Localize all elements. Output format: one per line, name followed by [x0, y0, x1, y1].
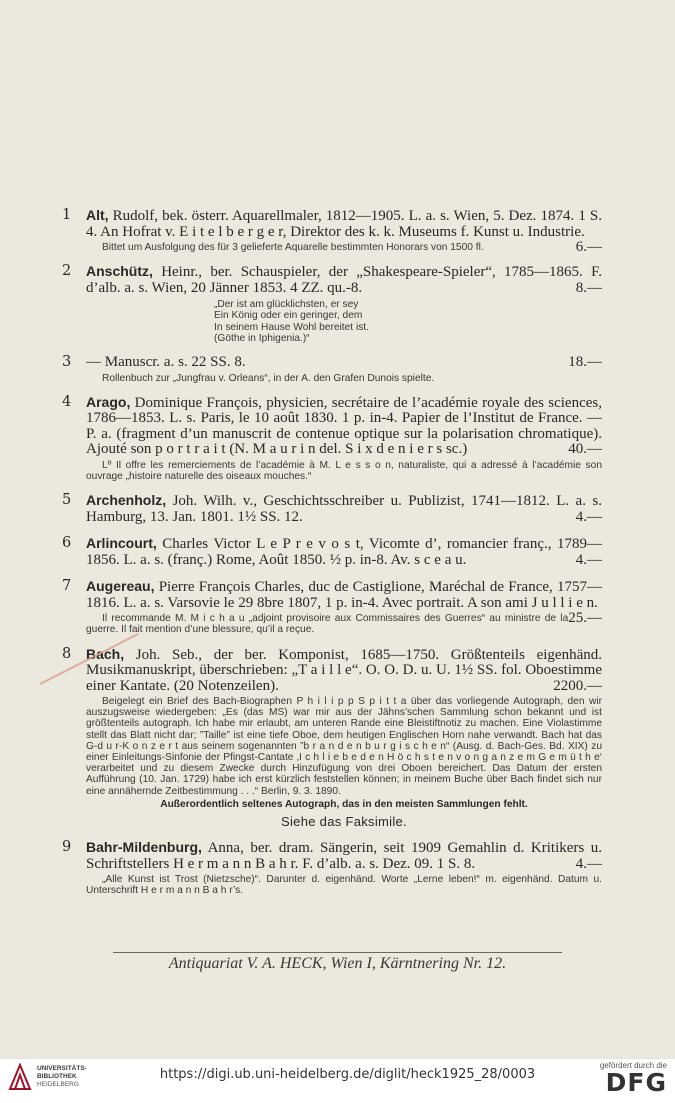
entry-text: Joh. Wilh. v., Geschichtsschreiber u. Publizist, 1741—1812. L. a. s. Hamburg, 13. Jan. 1801. 1½ SS. 12.: [86, 493, 602, 525]
document-url[interactable]: https://digi.ub.uni-heidelberg.de/diglit/heck1925_28/0003: [159, 1067, 536, 1082]
entry-name: Bach,: [86, 645, 125, 662]
footer-divider: [113, 952, 562, 953]
entry-number: 1: [62, 207, 72, 223]
page-footer: Antiquariat V. A. HECK, Wien I, Kärntnering Nr. 12.: [168, 955, 507, 972]
entry-quote: „Der ist am glücklichsten, er sey Ein König oder ein geringer, dem In seinem Hause Wohl bereitet ist. (Göthe in Iphigenia.)“: [214, 299, 369, 344]
entry-price: 25.—: [568, 610, 602, 627]
entry-text: Heinr., ber. Schauspieler, der „Shakespeare-Spieler“, 1785—1865. F. d’alb. a. s. Wien, 20 Jänner 1853. 4 ZZ. qu.-8.: [86, 264, 602, 296]
entry-text: Joh. Seb., der ber. Komponist, 1685—1750. Größtenteils eigenhänd. Musikmanuskript, überschrieben: „T a i l l e“. O. O. D. u. U. 1½ SS. fol. Oboestimme einer Kantate. (20 Notenzeilen).: [86, 646, 602, 694]
entry-number: 7: [62, 578, 72, 595]
library-logo[interactable]: [8, 1063, 87, 1091]
entry-number: 6: [62, 535, 72, 552]
entry-price: 4.—: [575, 508, 602, 525]
entry-note: Bittet um Ausfolgung des für 3 gelieferte Aquarelle bestimmten Honorars von 1500 fl.: [102, 242, 484, 253]
entry-price: 4.—: [575, 855, 602, 872]
catalog-entry: [62, 264, 602, 344]
entry-name: Alt,: [86, 207, 109, 223]
entry-note: Il recommande M. M i c h a u „adjoint provisoire aux Commissaires des Guerres“ au ministre de la guerre. Il fait mention d’une blessure, qu’il a reçue.: [86, 613, 569, 636]
entry-note: Lº Il offre les remerciements de l’académie à M. L e s s o n, naturaliste, qui a adressé à l’académie son ouvrage „histoire naturelle des oiseaux mouches.“: [86, 459, 602, 482]
catalog-entry: [62, 840, 602, 896]
entry-number: 9: [62, 839, 72, 856]
entry-name: Arago,: [86, 393, 131, 410]
library-name-line3: HEIDELBERG: [37, 1081, 79, 1088]
entry-number: 8: [62, 645, 72, 662]
dfg-wordmark: DFG: [605, 1068, 667, 1097]
dfg-logo[interactable]: [600, 1061, 667, 1096]
university-seal-icon: [8, 1063, 32, 1091]
entry-number: 4: [62, 393, 72, 410]
entry-name: Arlincourt,: [86, 535, 157, 552]
catalog-entry: [62, 647, 602, 830]
entry-price: 4.—: [575, 551, 602, 568]
entry-note: „Alle Kunst ist Trost (Nietzsche)“. Darunter d. eigenhänd. Worte „Lerne leben!“ m. eigenhänd. Datum u. Unterschrift H e r m a n n B a h r’s.: [86, 874, 602, 897]
entry-price: 8.—: [575, 279, 602, 296]
entry-text: Dominique François, physicien, secrétaire de l’académie royale des sciences, 1786—1853. L. s. Paris, le 10 août 1830. 1 p. in-4. Papier de l’Institut de France. — P. a. (fragment d’un manuscrit de contenue optique sur la polarisation chromatique). Ajouté son p o r t r a i t (N. M a u r i n del. S i x d e n i e r s sc.): [86, 394, 602, 458]
entry-number: 3: [62, 354, 72, 371]
library-name-line2: BIBLIOTHEK: [37, 1073, 77, 1080]
catalog-entry: [62, 208, 602, 253]
faksimile-reference: Siehe das Faksimile.: [281, 814, 407, 830]
entry-price: 18.—: [568, 354, 602, 371]
entry-name: Archenholz,: [86, 492, 167, 509]
entry-price: 6.—: [575, 239, 602, 255]
entry-number: 2: [62, 263, 72, 280]
catalog-entries: [62, 208, 602, 907]
entry-emphasis: Außerordentlich seltenes Autograph, das in den meisten Sammlungen fehlt.: [160, 798, 528, 810]
funded-by-label: gefördert durch die: [599, 1061, 667, 1070]
entry-number: 5: [62, 492, 72, 509]
entry-name: Bahr-Mildenburg,: [86, 839, 202, 856]
catalog-entry: [62, 395, 602, 482]
catalog-entry: [62, 536, 602, 568]
entry-note: Rollenbuch zur „Jungfrau v. Orleans“, in der A. den Grafen Dunois spielte.: [102, 372, 435, 384]
library-name-line1: UNIVERSITÄTS-: [37, 1065, 87, 1072]
entry-price: 40.—: [568, 441, 602, 458]
entry-price: 2200.—: [553, 677, 602, 694]
entry-text: — Manuscr. a. s. 22 SS. 8.: [86, 354, 246, 371]
entry-text: Pierre François Charles, duc de Castiglione, Maréchal de France, 1757—1816. L. a. s. Varsovie le 29 8bre 1807, 1 p. in-4. Avec portrait. A son ami J u l l i e n.: [86, 579, 602, 611]
entry-text: Rudolf, bek. österr. Aquarellmaler, 1812—1905. L. a. s. Wien, 5. Dez. 1874. 1 S. 4. An Hofrat v. E i t e l b e r g e r, Direktor des k. k. Museums f. Kunst u. Industrie.: [86, 208, 602, 240]
catalog-entry: [62, 355, 602, 384]
entry-text: Charles Victor L e P r e v o s t, Vicomte d’, romancier franç., 1789—1856. L. a. s. (franç.) Rome, Août 1850. ½ p. in-8. Av. s c e a u.: [86, 536, 602, 568]
entry-text: Anna, ber. dram. Sängerin, seit 1909 Gemahlin d. Kritikers u. Schriftstellers H e r m a n n B a h r. F. d’alb. a. s. Dez. 09. 1 S. 8.: [86, 840, 602, 872]
catalog-entry: [62, 493, 602, 525]
entry-name: Augereau,: [86, 578, 155, 595]
entry-name: Anschütz,: [86, 263, 153, 280]
catalog-entry: [62, 579, 602, 635]
viewer-bottom-bar: [0, 1058, 675, 1103]
entry-note: Beigelegt ein Brief des Bach-Biographen P h i l i p p S p i t t a über das vorliegende Autograph, den wir auszugsweise wiedergeben: „Es (das MS) war mir aus der Jähns’schen Sammlung schon bekannt und ist größtenteils autograph. Ich habe mir erlaubt, am unteren Rande eine Bleistiftnotiz zu machen. Eine Violastimme stellt das Blatt nicht dar; ”Taille” ist eine tiefe Oboe, dem heutigen Englischen Horn nahe verwandt. Bach hat das G-d u r-K o n z e r t aus seinem sogenannten ”b r a n d e n b u r g i s c h e n“ (Ausg. d. Bach-Ges. Bd. XIX) zu einer Einleitungs-Sinfonie der Pfingst-Cantate ‚I c h l i e b e d e n H ö c h s t e n v o n g a n z e m G e m ü t h e‘ verarbeitet und zu diesem Zwecke durch Hinzufügung von drei Oboen bereichert. Das Datum der ersten Aufführung (10. Jan. 1729) habe ich erst kürzlich feststellen können; in meinem Buche über Bach findet sich nur eine annähernde Zeitbestimmung . . .“ Berlin, 9. 3. 1890.: [86, 696, 602, 797]
